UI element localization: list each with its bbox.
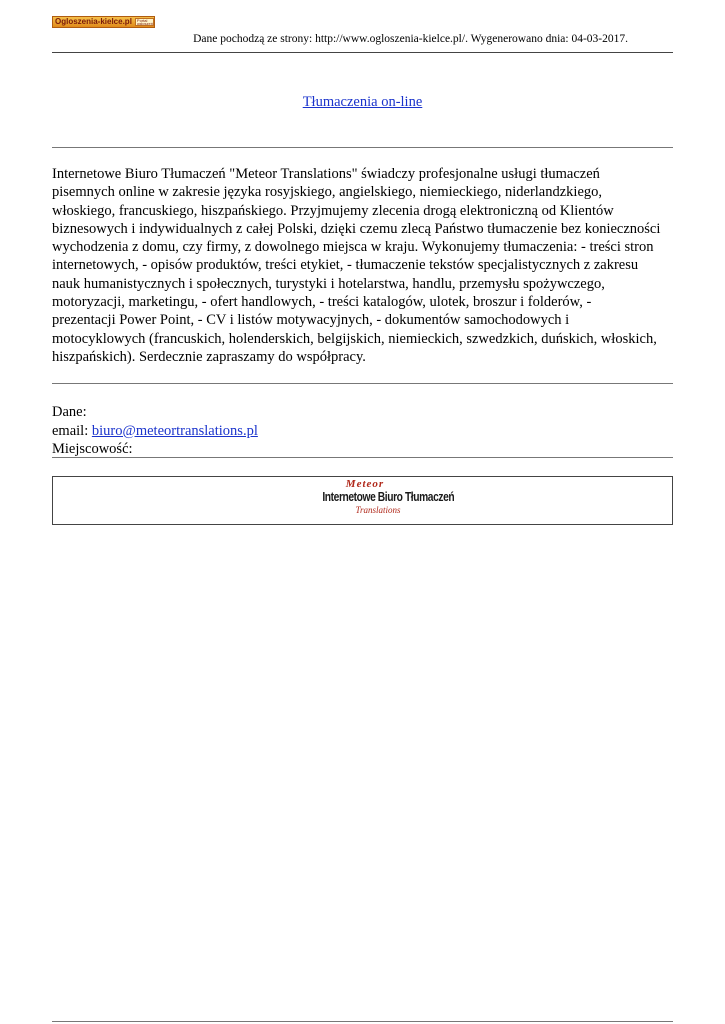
generated-info: Dane pochodzą ze strony: http://www.ogloszenia-kielce.pl/. Wygenerowano dnia: 04-03-2017. bbox=[193, 33, 628, 45]
description-line: internetowych, - opisów produktów, treści etykiet, - tłumaczenie tekstów specjalistycznych z zakresu bbox=[52, 257, 639, 274]
title-divider bbox=[52, 147, 673, 148]
description-line: biznesowych i indywidualnych z całej Polski, dzięki czemu zlecą Państwo tłumaczenie bez konieczności bbox=[52, 220, 661, 237]
company-logo-line2: Internetowe Biuro Tłumaczeń bbox=[322, 490, 455, 504]
listing-title[interactable]: Tłumaczenia on-line bbox=[302, 94, 423, 110]
company-logo-line1: Meteor bbox=[345, 478, 385, 490]
description-line: włoskiego, francuskiego, hiszpańskiego. Przyjmujemy zlecenia drogą elektroniczną od Klientów bbox=[52, 202, 614, 219]
email-row bbox=[52, 422, 258, 441]
description-line: Internetowe Biuro Tłumaczeń "Meteor Translations" świadczy profesjonalne usługi tłumaczeń bbox=[52, 166, 600, 182]
email-link[interactable]: biuro@meteortranslations.pl bbox=[91, 422, 258, 439]
site-logo-text: Ogloszenia-kielce.pl bbox=[55, 17, 132, 26]
company-logo-line3: Translations bbox=[355, 505, 401, 515]
listing-description bbox=[52, 165, 673, 366]
header-divider bbox=[52, 52, 673, 53]
contact-heading: Dane: bbox=[52, 404, 87, 420]
description-line: nauk humanistycznych i społecznych, turystyki i hotelarstwa, handlu, przemysłu spożywczego, bbox=[52, 275, 605, 292]
footer-divider bbox=[52, 1021, 673, 1022]
city-label: Miejscowość: bbox=[52, 441, 133, 457]
site-logo[interactable] bbox=[52, 16, 155, 28]
company-logo bbox=[313, 478, 455, 522]
description-line: pisemnych online w zakresie języka rosyjskiego, angielskiego, niemieckiego, niderlandzkiego, bbox=[52, 184, 603, 201]
description-divider bbox=[52, 383, 673, 384]
site-logo-sub: Portal ogłoszeń bbox=[136, 18, 153, 26]
email-label: email: bbox=[52, 422, 92, 439]
company-logo-box bbox=[52, 476, 673, 525]
description-line: motoryzacji, marketingu, - ofert handlowych, - treści katalogów, ulotek, broszur i folderów, - bbox=[52, 294, 592, 311]
description-line: motocyklowych (francuskich, holenderskich, belgijskich, niemieckich, szwedzkich, duńskich, włoskich, bbox=[52, 330, 657, 347]
description-line: hiszpańskich). Serdecznie zapraszamy do współpracy. bbox=[52, 348, 366, 365]
contact-section bbox=[52, 403, 258, 459]
description-line: wychodzenia z domu, czy firmy, z dowolnego miejsca w kraju. Wykonujemy tłumaczenia: - treści stron bbox=[52, 239, 654, 256]
description-line: prezentacji Power Point, - CV i listów motywacyjnych, - dokumentów samochodowych i bbox=[52, 312, 570, 329]
contact-divider bbox=[52, 457, 673, 458]
